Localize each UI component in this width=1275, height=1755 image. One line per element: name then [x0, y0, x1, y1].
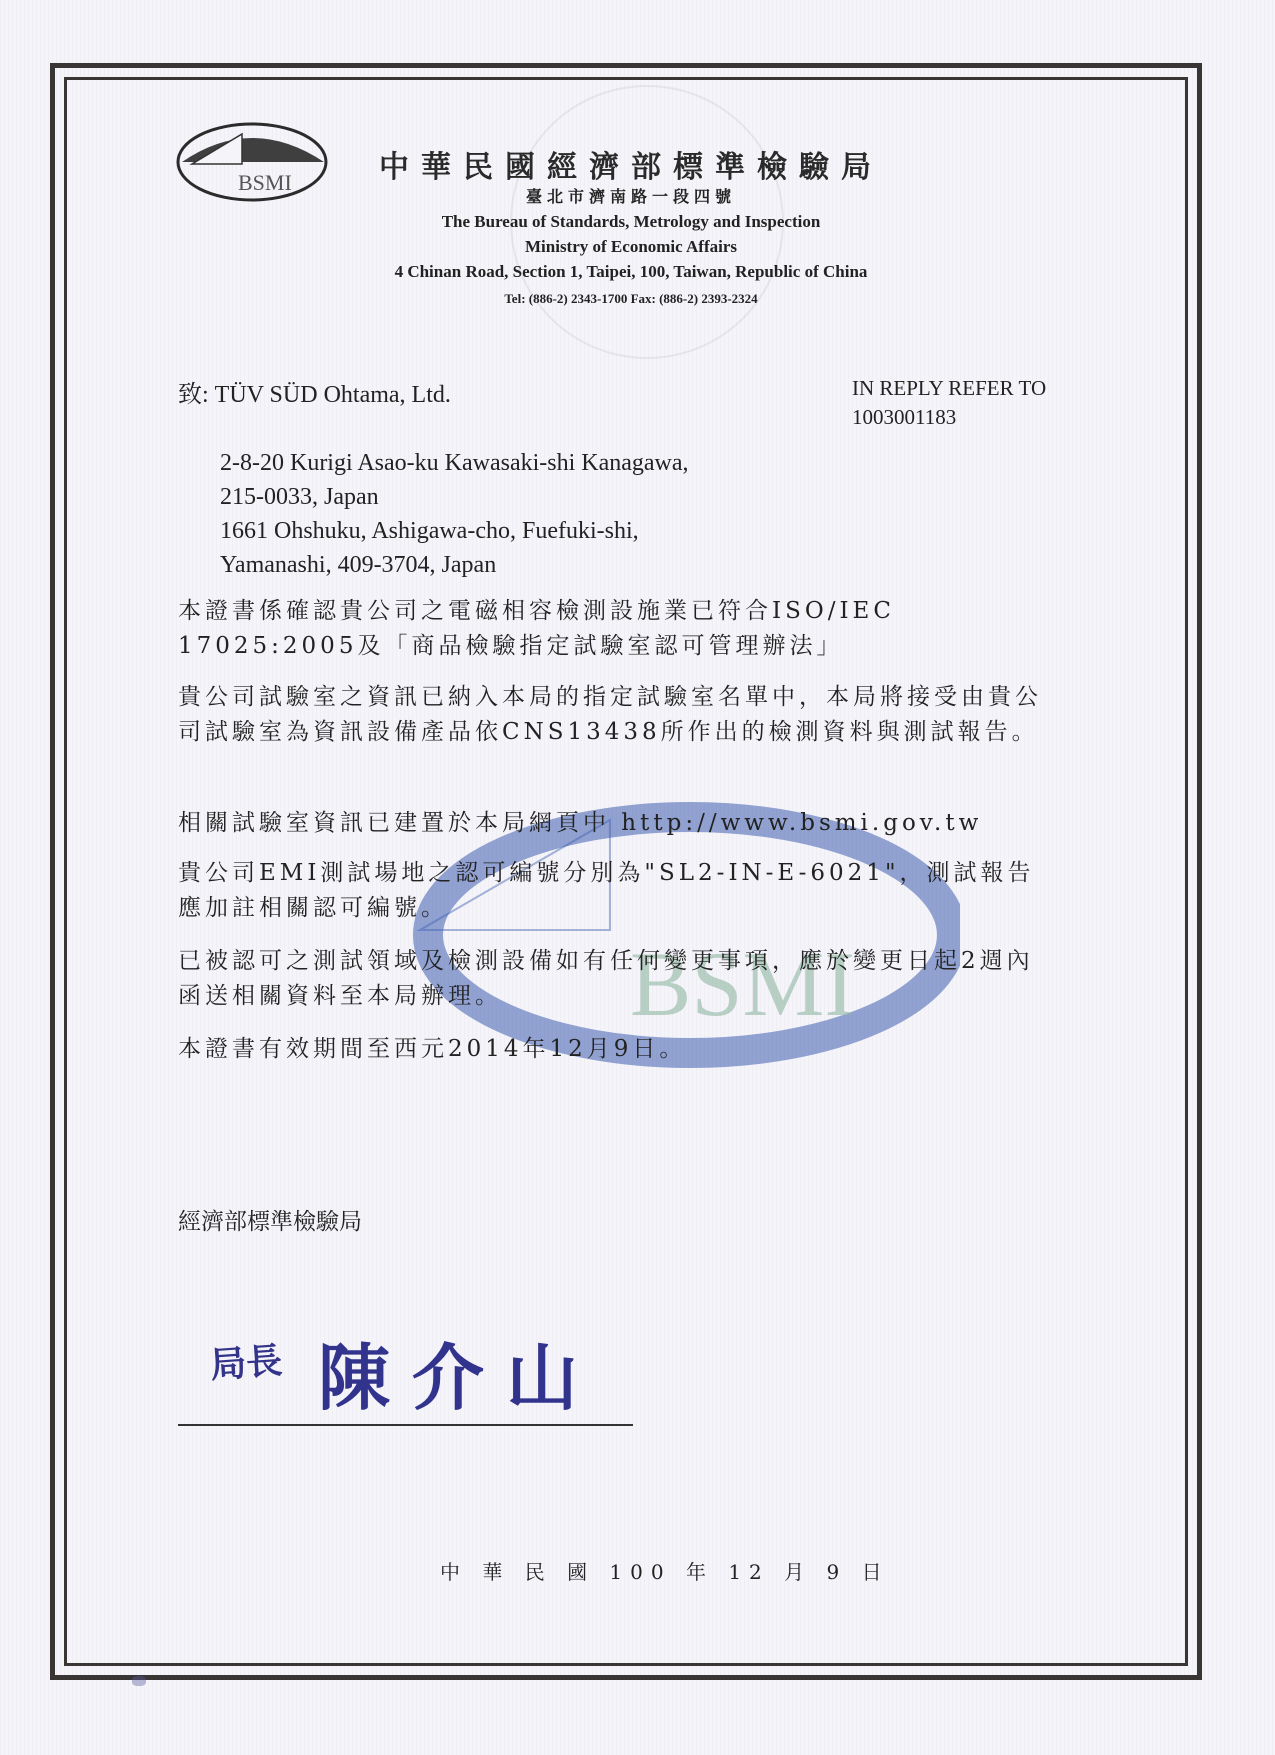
reference-block: [852, 374, 1046, 432]
address-zh: 臺北市濟南路一段四號: [525, 187, 736, 206]
stamp-mark: [88, 178, 132, 204]
logo-text: BSMI: [238, 170, 292, 195]
issue-date: 中 華 民 國 100 年 12 月 9 日: [440, 1560, 890, 1584]
paragraph-website: 相關試驗室資訊已建置於本局網頁中 http://www.bsmi.gov.tw: [178, 810, 983, 836]
paragraph-accreditation-number: 貴公司EMI測試場地之認可編號分別為"SL2-IN-E-6021"，測試報告應加註相關認可編號。: [178, 860, 1035, 921]
reference-label: IN REPLY REFER TO: [852, 376, 1047, 400]
stamp-mark: [1210, 912, 1250, 962]
address-line: 215-0033, Japan: [220, 484, 379, 510]
signatory-title: 局長: [208, 1339, 284, 1387]
ink-smudge: [132, 1676, 146, 1686]
org-name-zh: 中華民國經濟部標準檢驗局: [379, 150, 883, 185]
org-name-en: The Bureau of Standards, Metrology and Inspection: [441, 212, 821, 231]
ministry-name: Ministry of Economic Affairs: [525, 237, 737, 256]
bsmi-logo-icon: [172, 118, 330, 206]
tel-fax: Tel: (886-2) 2343-1700 Fax: (886-2) 2393-2324: [504, 291, 758, 306]
paragraph-changes: 已被認可之測試領域及檢測設備如有任何變更事項，應於變更日起2週內函送相關資料至本局辦理。: [178, 948, 1034, 1009]
paragraph-compliance: 本證書係確認貴公司之電磁相容檢測設施業已符合ISO/IEC 17025:2005及「商品檢驗指定試驗室認可管理辦法」: [178, 598, 895, 659]
address-line: 1661 Ohshuku, Ashigawa-cho, Fuefuki-shi,: [220, 518, 639, 544]
address-line: 2-8-20 Kurigi Asao-ku Kawasaki-shi Kanagawa,: [220, 450, 689, 476]
watermark-text: BSMI: [630, 933, 855, 1035]
recipient-name: 致: TÜV SÜD Ohtama, Ltd.: [178, 382, 451, 408]
signatory-name: 陳介山: [318, 1335, 601, 1420]
recipient-address: [220, 446, 689, 582]
issuing-organization: 經濟部標準檢驗局: [178, 1209, 362, 1235]
address-line: Yamanashi, 409-3704, Japan: [220, 552, 497, 578]
reference-number: 1003001183: [852, 405, 957, 429]
address-en: 4 Chinan Road, Section 1, Taipei, 100, Taiwan, Republic of China: [394, 262, 868, 281]
paragraph-validity: 本證書有效期間至西元2014年12月9日。: [178, 1036, 687, 1062]
signature-line: [178, 1424, 633, 1426]
paragraph-listing: 貴公司試驗室之資訊已納入本局的指定試驗室名單中，本局將接受由貴公司試驗室為資訊設備產品依CNS13438所作出的檢測資料與測試報告。: [178, 684, 1042, 745]
